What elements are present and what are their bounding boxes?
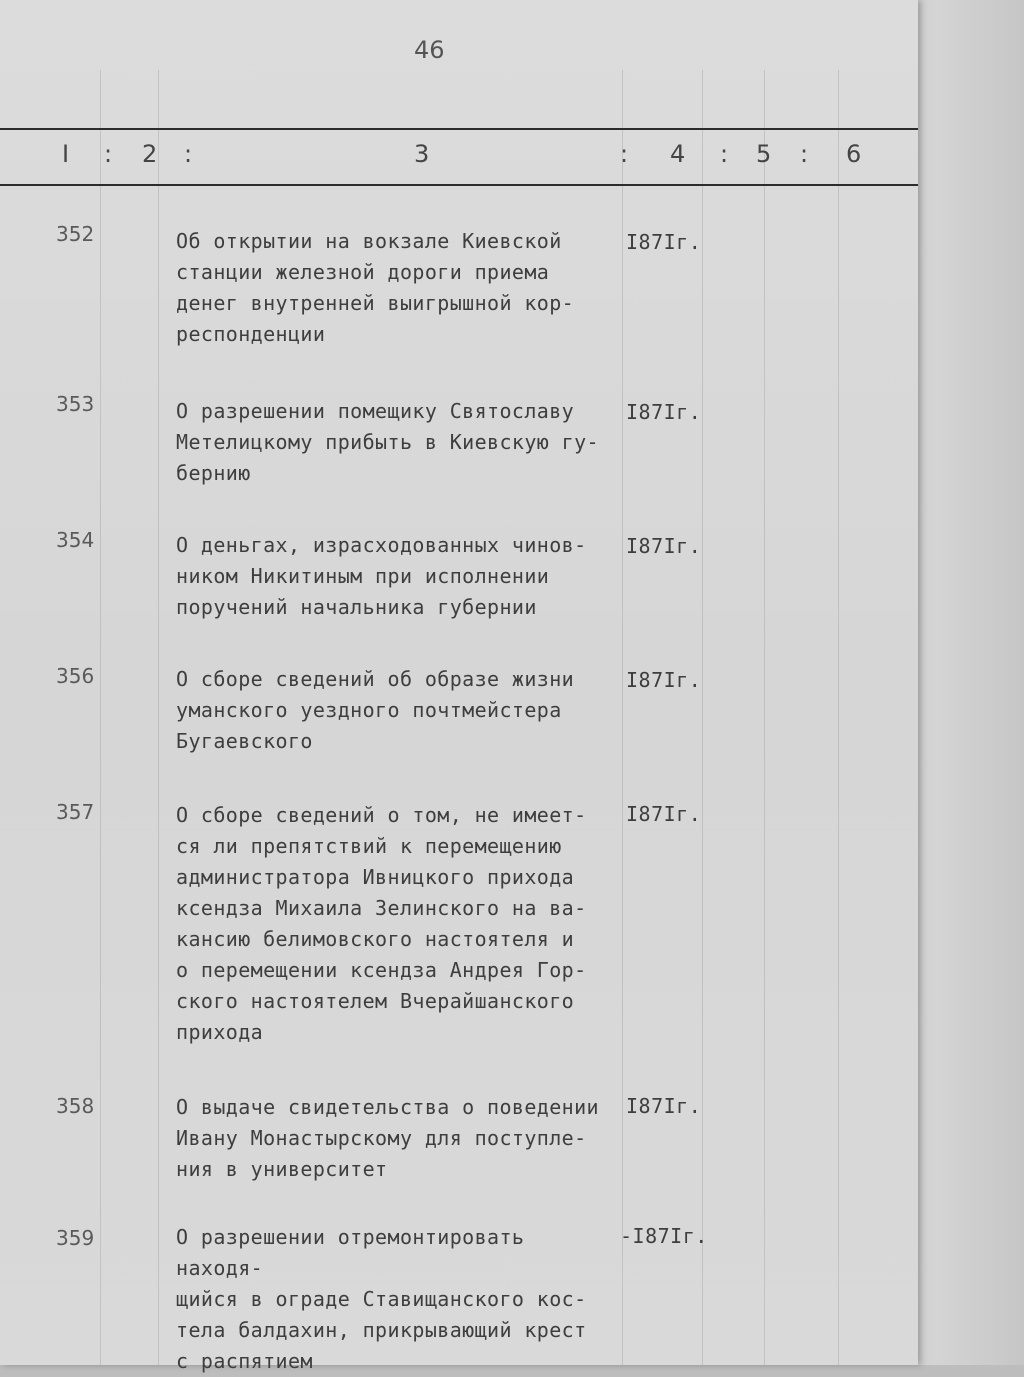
- entry-year: I87Iг.: [626, 668, 702, 692]
- column-header-2: 2: [142, 140, 158, 168]
- column-separator: :: [620, 140, 629, 168]
- entry-year: I87Iг.: [626, 230, 702, 254]
- entry-description: О сборе сведений об образе жизни уманского уездного почтмейстера Бугаевского: [176, 667, 575, 753]
- entry-number: 359: [56, 1226, 95, 1250]
- faint-column-line: [158, 70, 159, 1365]
- faint-column-line: [100, 70, 101, 1365]
- entry-year: I87Iг.: [626, 534, 702, 558]
- column-separator: :: [800, 140, 809, 168]
- entry-year: I87Iг.: [626, 802, 702, 826]
- column-header-5: 5: [756, 140, 772, 168]
- entry-number: 353: [56, 392, 95, 416]
- entry-number: 354: [56, 528, 95, 552]
- entry-description: О разрешении отремонтировать находя- щийся в ограде Ставищанского кос- тела балдахин, прикрывающий крест с распятием: [176, 1225, 587, 1373]
- column-header-1: I: [62, 140, 70, 168]
- faint-column-line: [702, 70, 703, 1365]
- column-header-4: 4: [670, 140, 686, 168]
- faint-column-line: [838, 70, 839, 1365]
- entry-description: Об открытии на вокзале Киевской станции железной дороги приема денег внутренней выигрышной кор- респонденции: [176, 229, 575, 346]
- entry-year: I87Iг.: [626, 1094, 702, 1118]
- column-separator: :: [184, 140, 193, 168]
- column-separator: :: [720, 140, 729, 168]
- entry-number: 352: [56, 222, 95, 246]
- entry-description: О разрешении помещику Святославу Метелицкому прибыть в Киевскую гу- бернию: [176, 399, 599, 485]
- faint-column-line: [622, 70, 623, 1365]
- entry-description: О сборе сведений о том, не имеет- ся ли препятствий к перемещению администратора Ивницкого прихода ксендза Михаила Зелинского на ва- кансию белимовского настоятеля и о перемещении ксендза Андрея Гор- ского настоятелем Вчерайшанского прихода: [176, 803, 587, 1044]
- header-rule-top: [0, 128, 918, 130]
- entry-description: О выдаче свидетельства о поведении Ивану Монастырскому для поступле- ния в университет: [176, 1095, 599, 1181]
- entry-description: О деньгах, израсходованных чинов- ником Никитиным при исполнении поручений начальника губернии: [176, 533, 587, 619]
- column-header-3: 3: [414, 140, 430, 168]
- entry-year: I87Iг.: [626, 400, 702, 424]
- entry-number: 358: [56, 1094, 95, 1118]
- entry-number: 356: [56, 664, 95, 688]
- entry-year: -I87Iг.: [620, 1224, 708, 1248]
- column-separator: :: [104, 140, 113, 168]
- faint-column-line: [764, 70, 765, 1365]
- entry-number: 357: [56, 800, 95, 824]
- page-number: 46: [414, 36, 445, 64]
- header-rule-bottom: [0, 184, 918, 186]
- column-header-6: 6: [846, 140, 862, 168]
